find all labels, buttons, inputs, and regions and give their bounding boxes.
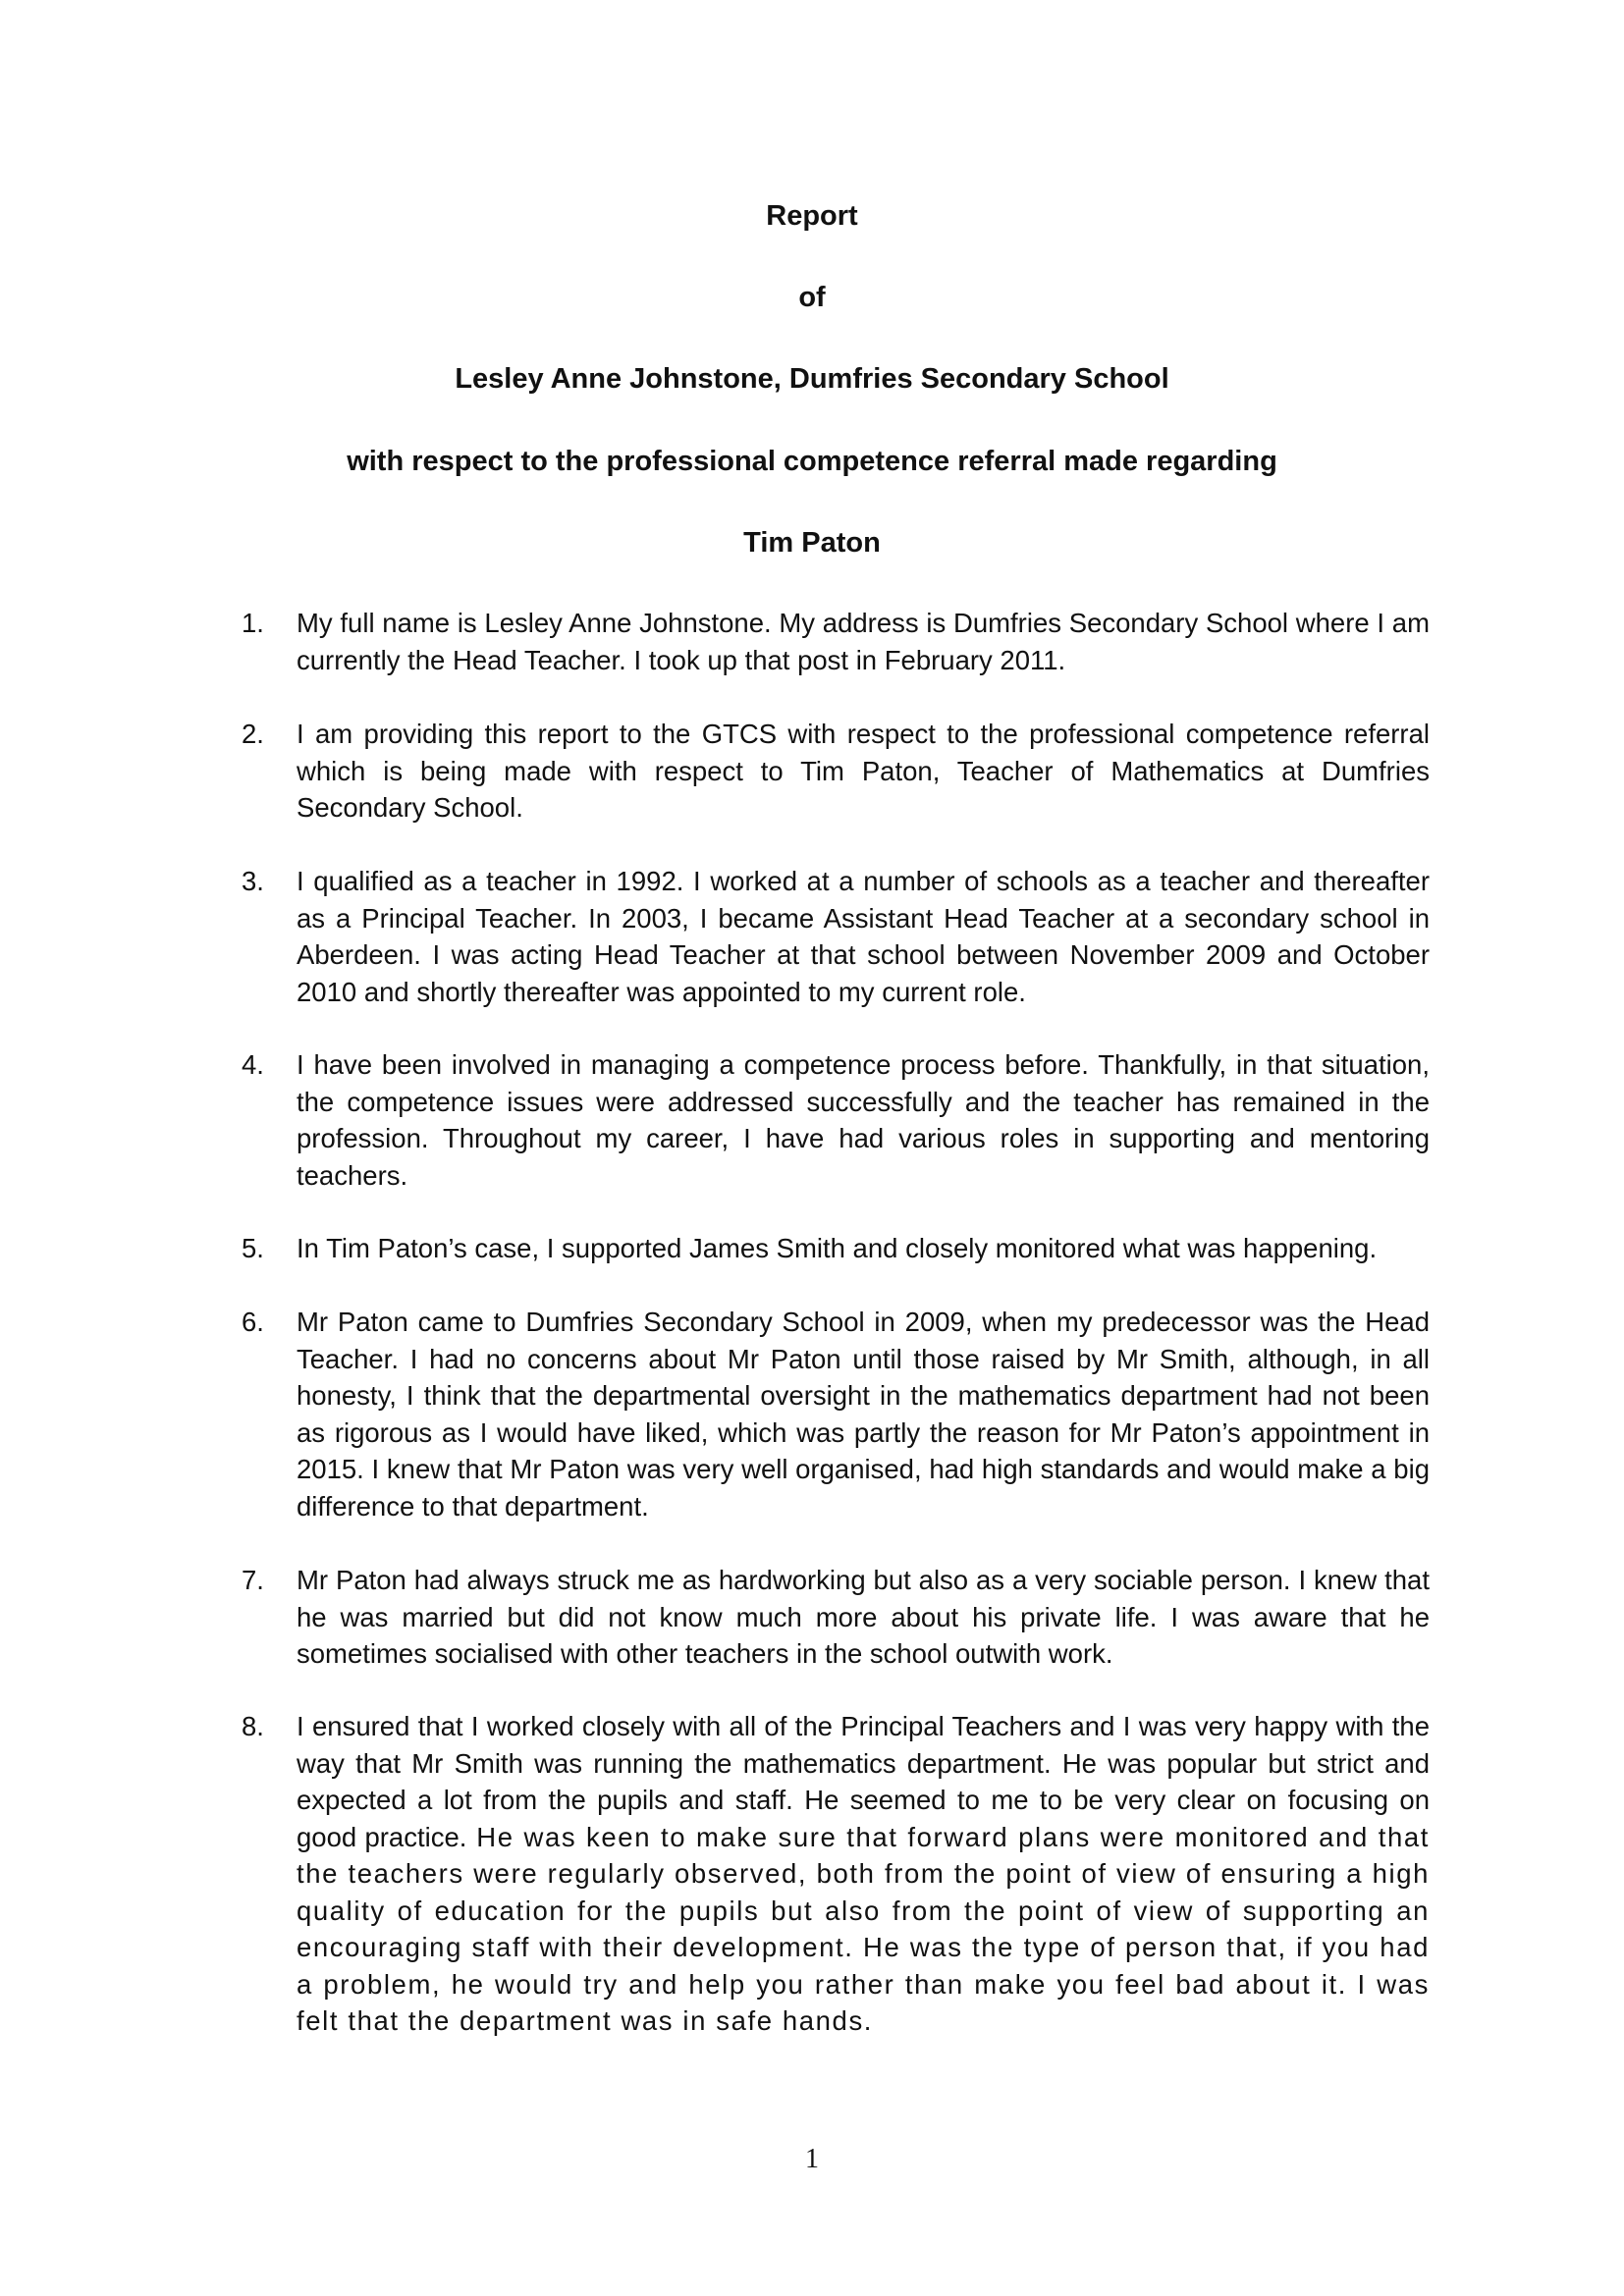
page-number: 1 — [805, 2144, 819, 2174]
paragraph-number: 6. — [242, 1307, 264, 1337]
paragraph-1 — [242, 605, 1430, 678]
paragraph-text: I qualified as a teacher in 1992. I worked at a number of schools as a teacher and thereafter as a Principal Teacher. In 2003, I became Assistant Head Teacher at a secondary school in Aberdeen. I was acting Head Teacher at that school between November 2009 and October 2010 and shortly thereafter was appointed to my current role. — [297, 866, 1430, 1007]
report-subject-name: Tim Paton — [743, 527, 881, 559]
paragraph-8 — [242, 1708, 1430, 2040]
paragraph-text: In Tim Paton’s case, I supported James Smith and closely monitored what was happening. — [297, 1233, 1378, 1263]
paragraph-2 — [242, 716, 1430, 827]
report-author: Lesley Anne Johnstone, Dumfries Secondary School — [455, 363, 1169, 395]
paragraph-number: 7. — [242, 1565, 264, 1595]
paragraph-text: Mr Paton had always struck me as hardworking but also as a very sociable person. I knew that he was married but did not know much more about his private life. I was aware that he sometimes socialised with other teachers in the school outwith work. — [297, 1565, 1430, 1669]
paragraph-text: I have been involved in managing a competence process before. Thankfully, in that situation, the competence issues were addressed successfully and the teacher has remained in the profession. Throughout my career, I have had various roles in supporting and mentoring teachers. — [297, 1049, 1430, 1191]
paragraph-text-part1: I ensured that I worked closely with all of the Principal Teachers and I was very happy with the way that Mr Smith was running the mathematics department. He was popular but strict and expected a lot from the pupils and staff. He seemed to me to be very clear on focusing on good practice. — [297, 1711, 1430, 1852]
paragraph-3 — [242, 863, 1430, 1010]
paragraph-6 — [242, 1304, 1430, 1524]
paragraph-text: I am providing this report to the GTCS with respect to the professional competence referral which is being made with respect to Tim Paton, Teacher of Mathematics at Dumfries Secondary School. — [297, 719, 1430, 823]
paragraph-number: 3. — [242, 866, 264, 896]
paragraph-4 — [242, 1046, 1430, 1194]
paragraph-number: 5. — [242, 1233, 264, 1263]
report-title: Report — [766, 200, 858, 232]
report-subject-line: with respect to the professional competence referral made regarding — [347, 446, 1277, 477]
paragraph-text — [297, 1708, 1430, 2040]
paragraph-text: Mr Paton came to Dumfries Secondary School in 2009, when my predecessor was the Head Teacher. I had no concerns about Mr Paton until those raised by Mr Smith, although, in all honesty, I think that the departmental oversight in the mathematics department had not been as rigorous as I would have liked, which was partly the reason for Mr Paton’s appointment in 2015. I knew that Mr Paton was very well organised, had high standards and would make a big difference to that department. — [297, 1307, 1430, 1522]
paragraph-number: 2. — [242, 719, 264, 749]
report-title-of: of — [798, 282, 826, 313]
paragraph-text: My full name is Lesley Anne Johnstone. My address is Dumfries Secondary School where I am currently the Head Teacher. I took up that post in February 2011. — [297, 608, 1430, 675]
paragraph-number: 4. — [242, 1049, 264, 1080]
paragraph-7 — [242, 1562, 1430, 1673]
paragraph-number: 8. — [242, 1711, 264, 1741]
paragraph-5 — [242, 1230, 1430, 1267]
paragraph-number: 1. — [242, 608, 264, 638]
paragraph-text-part2: He was keen to make sure that forward plans were monitored and that the teachers were regularly observed, both from the point of view of ensuring a high quality of education for the pupils but also from the point of view of supporting an encouraging staff with their development. He was the type of person that, if you had a problem, he would try and help you rather than make you feel bad about it. I was felt that the department was in safe hands. — [297, 1821, 1431, 2036]
